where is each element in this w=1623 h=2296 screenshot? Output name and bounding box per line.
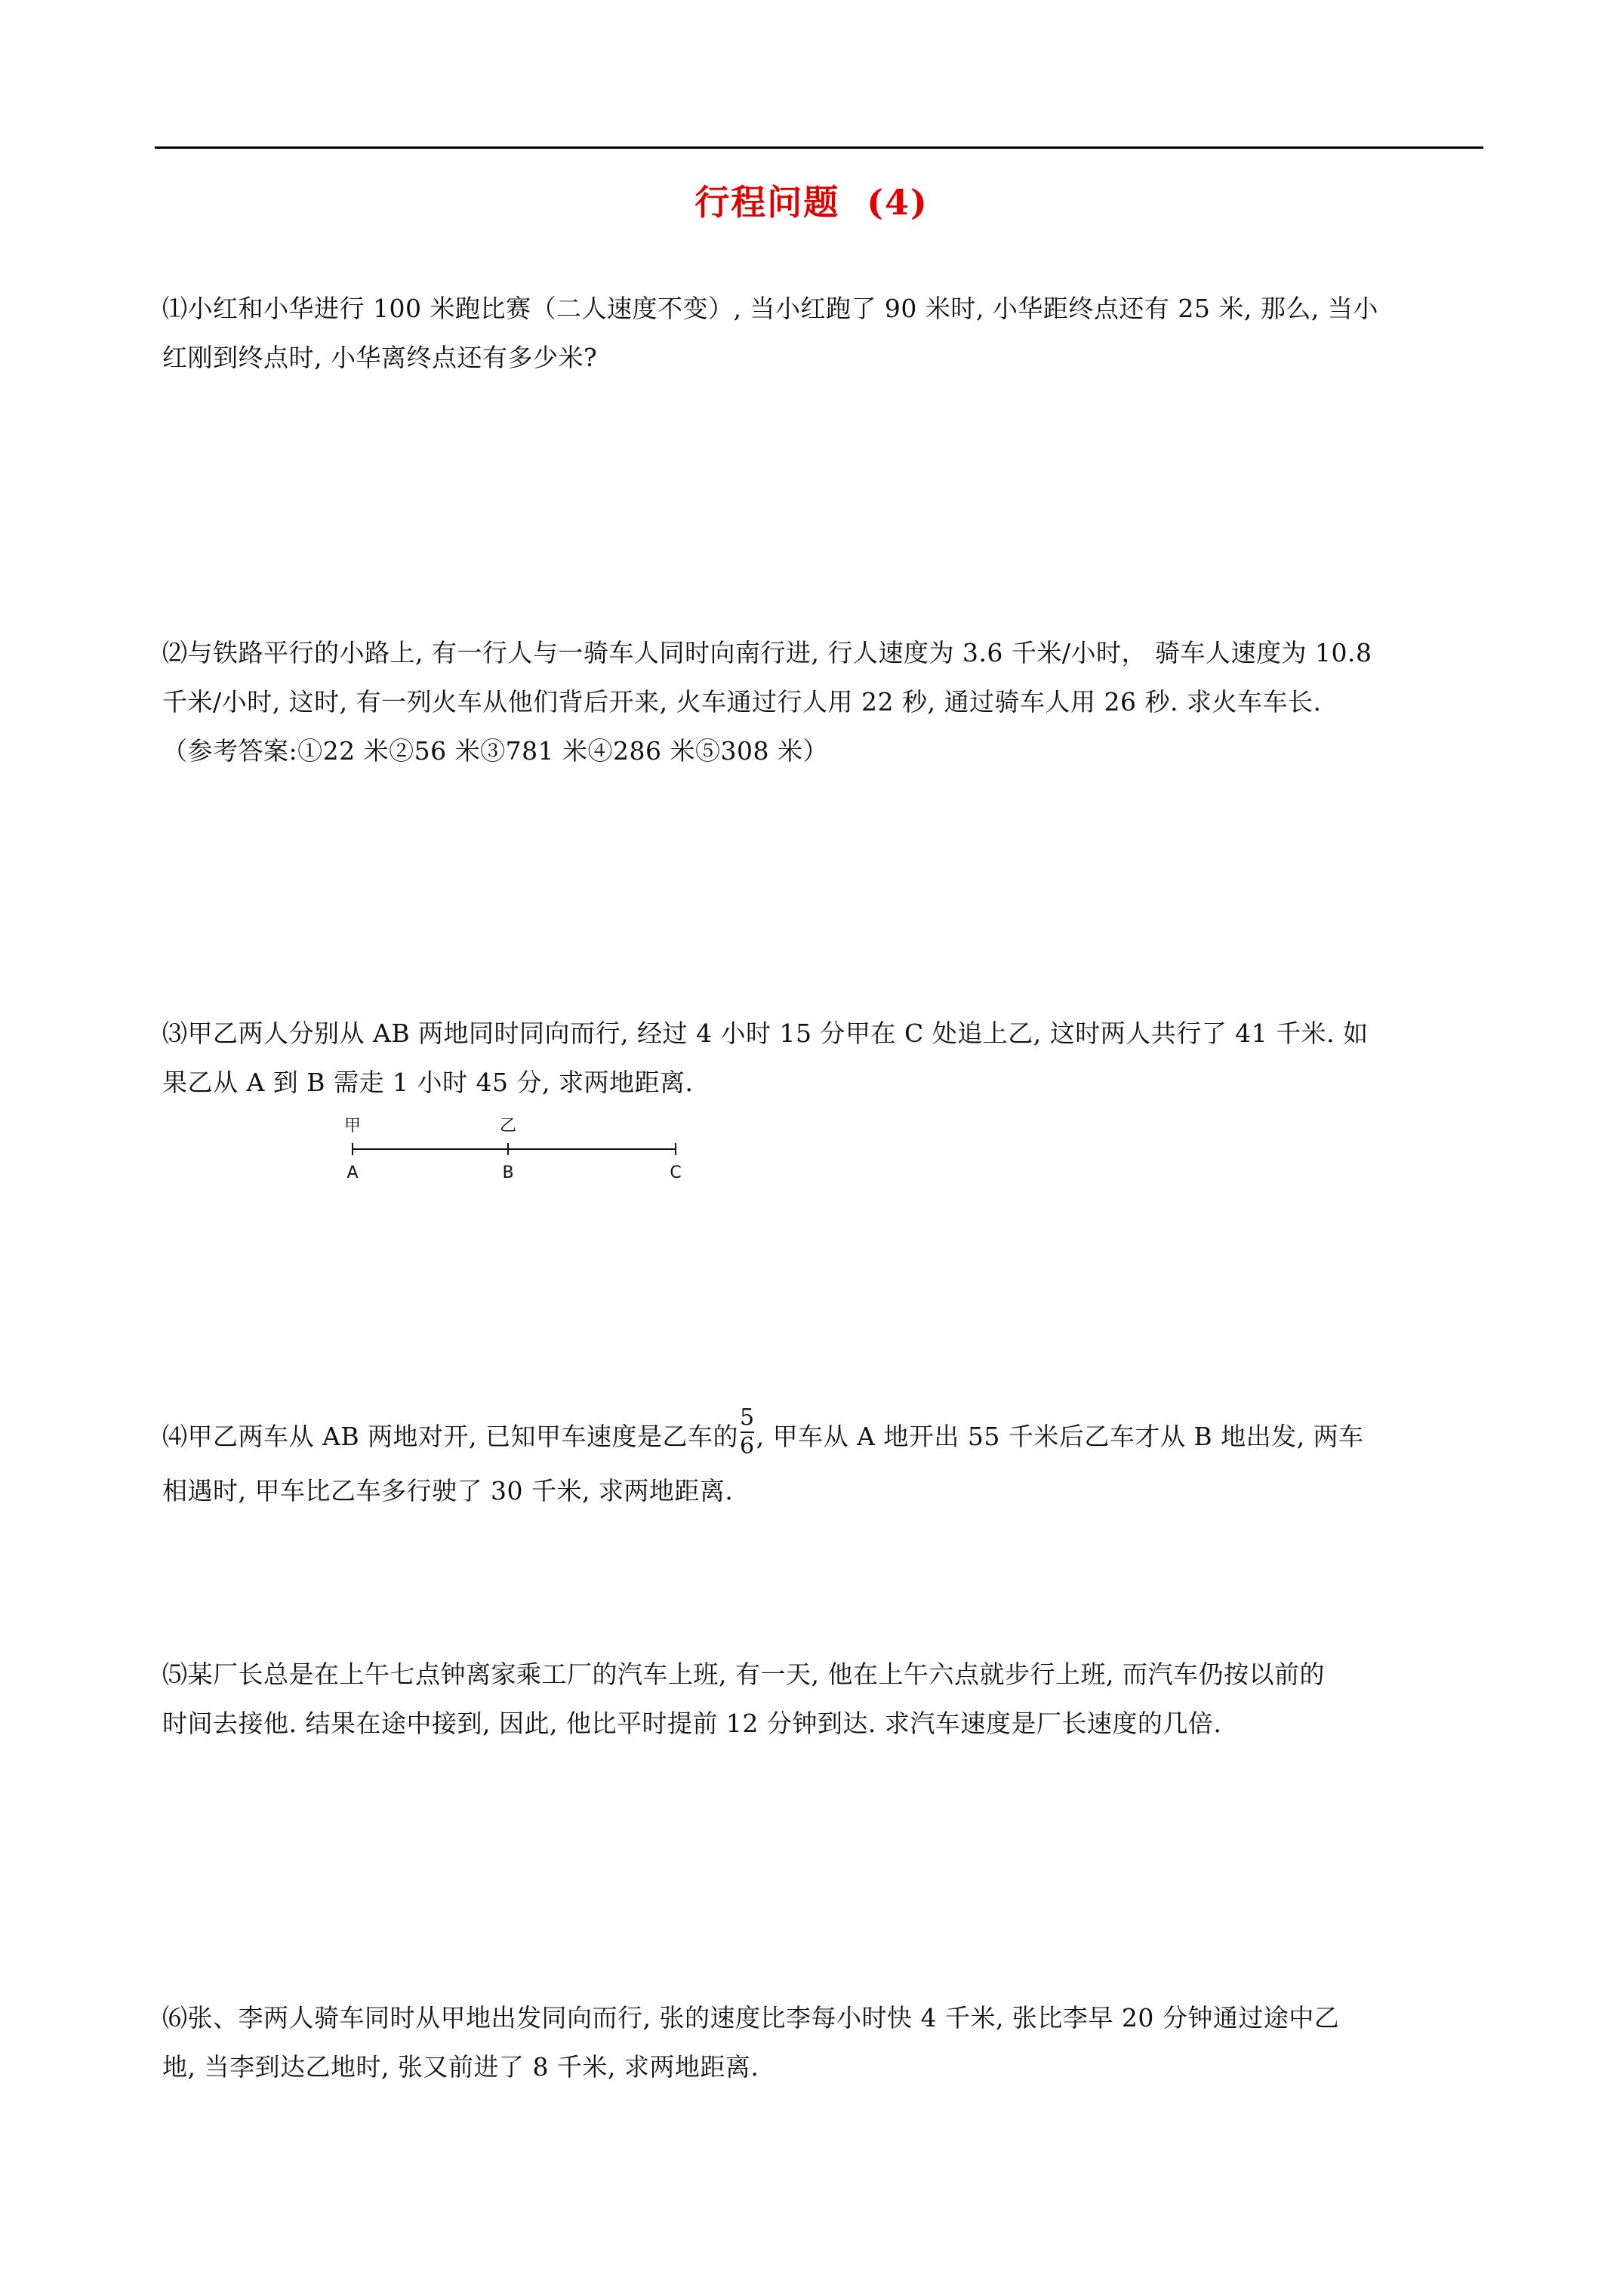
problem-4-text-after: , 甲车从 A 地开出 55 千米后乙车才从 B 地出发, 两车 (756, 1422, 1364, 1451)
problem-6 (162, 1993, 1491, 2091)
problem-3-line-1: ⑶甲乙两人分别从 AB 两地同时同向而行, 经过 4 小时 15 分甲在 C 处追上乙, 这时两人共行了 41 千米. 如 (162, 1019, 1369, 1048)
problem-6-line-1: ⑹张、李两人骑车同时从甲地出发同向而行, 张的速度比李每小时快 4 千米, 张比李早 20 分钟通过途中乙 (162, 2003, 1340, 2032)
problem-4-text-before: ⑷甲乙两车从 AB 两地对开, 已知甲车速度是乙车的 (162, 1422, 739, 1451)
problem-5-line-2: 时间去接他. 结果在途中接到, 因此, 他比平时提前 12 分钟到达. 求汽车速度是厂长速度的几倍. (162, 1709, 1222, 1738)
line-segment-diagram (343, 1110, 691, 1193)
problem-2-line-1: ⑵与铁路平行的小路上, 有一行人与一骑车人同时向南行进, 行人速度为 3.6 千米/小时， 骑车人速度为 10.8 (162, 638, 1372, 667)
label-yi: 乙 (499, 1117, 517, 1136)
fraction-denominator: 6 (740, 1433, 755, 1459)
problem-5 (162, 1650, 1491, 1748)
problem-4-line-1 (162, 1404, 1491, 1466)
label-b: B (502, 1163, 514, 1182)
problem-4-line-2: 相遇时, 甲车比乙车多行驶了 30 千米, 求两地距离. (162, 1476, 734, 1505)
problem-1 (162, 284, 1491, 382)
problem-2-line-2: 千米/小时, 这时, 有一列火车从他们背后开来, 火车通过行人用 22 秒, 通过骑车人用 26 秒. 求火车车长. (162, 687, 1322, 717)
problem-2 (162, 628, 1491, 775)
problem-3 (162, 1009, 1491, 1107)
problem-6-line-2: 地, 当李到达乙地时, 张又前进了 8 千米, 求两地距离. (162, 2052, 759, 2082)
problem-5-line-1: ⑸某厂长总是在上午七点钟离家乘工厂的汽车上班, 有一天, 他在上午六点就步行上班, 而汽车仍按以前的 (162, 1660, 1325, 1689)
fraction-numerator: 5 (740, 1404, 755, 1431)
title-text: 行程问题 (694, 182, 840, 223)
problem-3-line-2: 果乙从 A 到 B 需走 1 小时 45 分, 求两地距离. (162, 1068, 694, 1097)
label-a: A (346, 1163, 359, 1182)
label-jia: 甲 (343, 1117, 362, 1136)
problem-4 (162, 1404, 1491, 1515)
problem-1-line-1: ⑴小红和小华进行 100 米跑比赛（二人速度不变）, 当小红跑了 90 米时, 小华距终点还有 25 米, 那么, 当小 (162, 294, 1378, 323)
reference-answers: （参考答案:①22 米②56 米③781 米④286 米⑤308 米） (162, 736, 829, 766)
fraction-five-sixths (740, 1404, 755, 1460)
diagram-svg (343, 1110, 691, 1193)
title-number: (4) (867, 182, 929, 223)
page-title (0, 175, 1623, 225)
problem-1-line-2: 红刚到终点时, 小华离终点还有多少米? (162, 343, 598, 372)
label-c: C (670, 1163, 682, 1182)
header-rule (155, 146, 1483, 149)
